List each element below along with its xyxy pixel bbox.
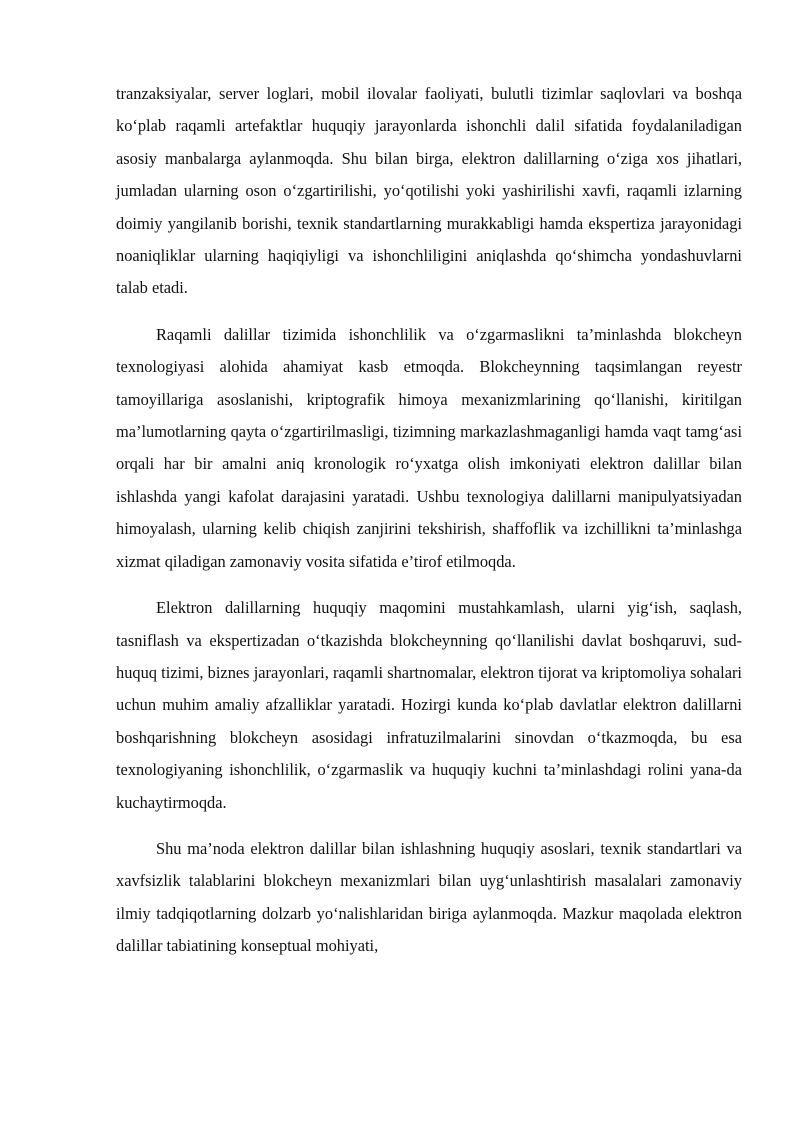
document-page — [116, 78, 742, 977]
paragraph-blockchain-reliability: Raqamli dalillar tizimida ishonchlilik va o‘zgarmaslikni ta’minlashda blokcheyn texnologiyasi alohida ahamiyat kasb etmoqda. Blokcheynning taqsimlangan reyestr tamoyillariga asoslanishi, kriptografik himoya mexanizmlarining qo‘llanishi, kiritilgan ma’lumotlarning qayta o‘zgartirilmasligi, tizimning markazlashmaganligi hamda vaqt tamg‘asi orqali har bir amalni aniq kronologik ro‘yxatga olish imkoniyati elektron dalillar bilan ishlashda yangi kafolat darajasini yaratadi. Ushbu texnologiya dalillarni manipulyatsiyadan himoyalash, ularning kelib chiqish zanjirini tekshirish, shaffoflik va izchillikni ta’minlashga xizmat qiladigan zamonaviy vosita sifatida e’tirof etilmoqda. — [116, 324, 742, 571]
paragraph-legal-status: Elektron dalillarning huquqiy maqomini mustahkamlash, ularni yig‘ish, saqlash, tasniflash va ekspertizadan o‘tkazishda blokcheynning qo‘llanilishi davlat boshqaruvi, sud-huquq tizimi, biznes jarayonlari, raqamli shartnomalar, elektron tijorat va kriptomoliya sohalari uchun muhim amaliy afzalliklar yaratadi. Hozirgi kunda ko‘plab davlatlar elektron dalillarni boshqarishning blokcheyn asosidagi infratuzilmalarini sinovdan o‘tkazmoqda, bu esa texnologiyaning ishonchlilik, o‘zgarmaslik va huquqiy kuchni ta’minlashdagi rolini yana-da kuchaytirmoqda. — [116, 598, 742, 812]
paragraph-continuation: tranzaksiyalar, server loglari, mobil ilovalar faoliyati, bulutli tizimlar saqlovlari va boshqa ko‘plab raqamli artefaktlar huquqiy jarayonlarda ishonchli dalil sifatida foydalaniladigan asosiy manbalarga aylanmoqda. Shu bilan birga, elektron dalillarning o‘ziga xos jihatlari, jumladan ularning oson o‘zgartirilishi, yo‘qotilishi yoki yashirilishi xavfi, raqamli izlarning doimiy yangilanib borishi, texnik standartlarning murakkabligi hamda ekspertiza jarayonidagi noaniqliklar ularning haqiqiyligi va ishonchliligini aniqlashda qo‘shimcha yondashuvlarni talab etadi. — [116, 84, 742, 298]
paragraph-research-relevance: Shu ma’noda elektron dalillar bilan ishlashning huquqiy asoslari, texnik standartlari va xavfsizlik talablarini blokcheyn mexanizmlari bilan uyg‘unlashtirish masalalari zamonaviy ilmiy tadqiqotlarning dolzarb yo‘nalishlaridan biriga aylanmoqda. Mazkur maqolada elektron dalillar tabiatining konseptual mohiyati, — [116, 838, 742, 956]
